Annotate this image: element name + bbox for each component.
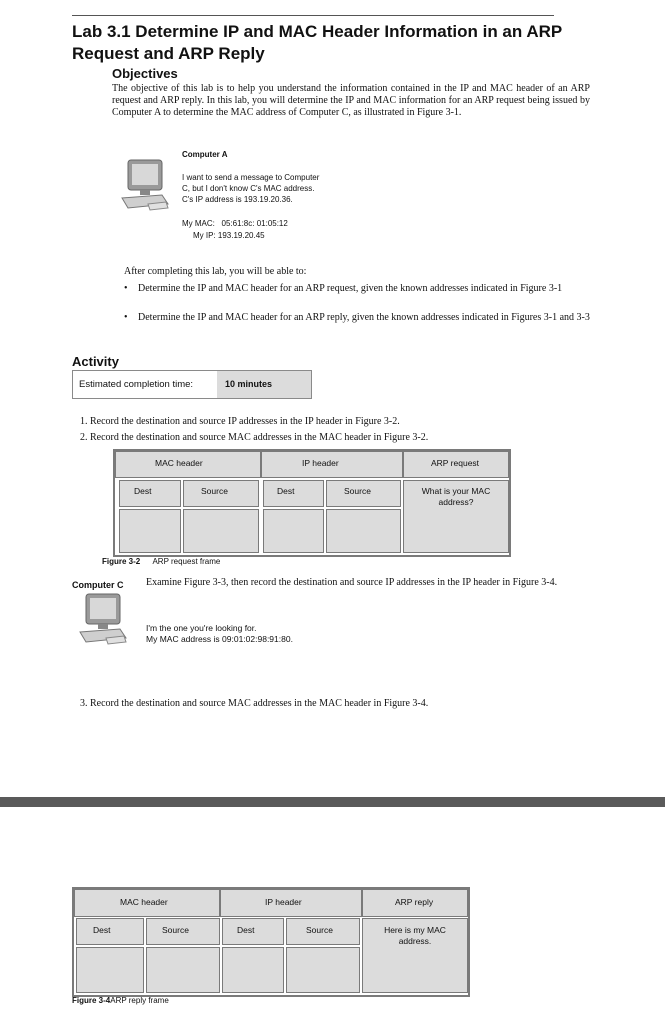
computer-a-icon — [118, 158, 170, 214]
ip-source-answer[interactable] — [326, 509, 401, 553]
computer-a-ip: My IP: 193.19.20.45 — [193, 231, 265, 240]
arp-request-label: ARP request — [431, 458, 480, 468]
arp-reply-text: Here is my MAC address. — [384, 925, 446, 946]
page-separator — [0, 797, 665, 807]
computer-a-label: Computer A — [182, 150, 228, 159]
computer-c-icon — [76, 592, 128, 648]
mac-source-label: Source — [162, 925, 189, 935]
computer-c-instruction: Examine Figure 3-3, then record the destination and source IP addresses in the IP header in Figure 3-4. — [146, 577, 558, 588]
objectives-paragraph: The objective of this lab is to help you understand the information contained in the IP and MAC header of an ARP request and ARP reply. In this lab, you will determine the IP and MAC information for an ARP request being issued by Computer A to determine the MAC address of Computer C, as illustrated in Figure 3-1. — [112, 83, 590, 118]
ip-dest-answer[interactable] — [222, 947, 284, 993]
mac-source-answer[interactable] — [146, 947, 220, 993]
step-1: 1. Record the destination and source IP addresses in the IP header in Figure 3-2. — [80, 416, 400, 427]
ip-source-label: Source — [306, 925, 333, 935]
mac-dest-answer[interactable] — [119, 509, 181, 553]
mac-header-label: MAC header — [155, 458, 203, 468]
figure-3-4-text: ARP reply frame — [110, 996, 169, 1005]
figure-3-2-caption — [102, 557, 220, 566]
computer-c-label: Computer C — [72, 580, 124, 590]
ip-source-answer[interactable] — [286, 947, 360, 993]
ip-source-label: Source — [344, 486, 371, 496]
ip-dest-answer[interactable] — [263, 509, 324, 553]
arp-reply-frame — [72, 887, 470, 997]
arp-request-frame — [113, 449, 511, 557]
ip-dest-label: Dest — [277, 486, 295, 496]
figure-3-4-caption — [72, 996, 169, 1005]
bullet-item — [124, 283, 590, 295]
computer-c-message — [146, 623, 293, 645]
bullet-item — [124, 312, 590, 324]
mac-header-label: MAC header — [120, 897, 168, 907]
figure-3-4-number: Figure 3-4 — [72, 996, 111, 1005]
mac-source-answer[interactable] — [183, 509, 259, 553]
ip-dest-label: Dest — [237, 925, 255, 935]
top-rule — [72, 15, 554, 16]
bullet-text: Determine the IP and MAC header for an ARP reply, given the known addresses indicated in Figures 3-1 and 3-3 — [138, 312, 590, 323]
computer-a-message-line3: C's IP address is 193.19.20.36. — [182, 195, 293, 204]
completion-time-box — [72, 370, 312, 399]
ip-header-label: IP header — [302, 458, 339, 468]
computer-a-message — [182, 172, 362, 205]
arp-request-text: What is your MAC address? — [421, 486, 491, 507]
completion-time-label: Estimated completion time: — [73, 371, 217, 398]
bullet-dot: • — [124, 283, 128, 294]
mac-dest-label: Dest — [93, 925, 111, 935]
computer-c-message-line1: I'm the one you're looking for. — [146, 623, 257, 633]
computer-a-message-line2: C, but I don't know C's MAC address. — [182, 184, 315, 193]
arp-reply-label: ARP reply — [395, 897, 434, 907]
figure-3-2-text: ARP request frame — [152, 557, 221, 566]
mac-source-label: Source — [201, 486, 228, 496]
completion-time-value: 10 minutes — [217, 371, 311, 398]
activity-heading: Activity — [72, 354, 119, 369]
page-title: Lab 3.1 Determine IP and MAC Header Information in an ARP Request and ARP Reply — [72, 22, 562, 63]
figure-3-2-number: Figure 3-2 — [102, 557, 141, 566]
step-3: 3. Record the destination and source MAC addresses in the MAC header in Figure 3-4. — [80, 698, 429, 709]
computer-a-message-line1: I want to send a message to Computer — [182, 173, 320, 182]
ip-header-label: IP header — [265, 897, 302, 907]
bullet-dot: • — [124, 312, 128, 323]
mac-dest-label: Dest — [134, 486, 152, 496]
step-2: 2. Record the destination and source MAC addresses in the MAC header in Figure 3-2. — [80, 432, 429, 443]
objectives-heading: Objectives — [112, 66, 178, 81]
computer-c-message-line2: My MAC address is 09:01:02:98:91:80. — [146, 634, 293, 644]
after-intro: After completing this lab, you will be able to: — [124, 266, 307, 277]
bullet-text: Determine the IP and MAC header for an ARP request, given the known addresses indicated in Figure 3-1 — [138, 283, 563, 294]
computer-a-mac: My MAC: 05:61:8c: 01:05:12 — [182, 219, 288, 228]
mac-dest-answer[interactable] — [76, 947, 144, 993]
